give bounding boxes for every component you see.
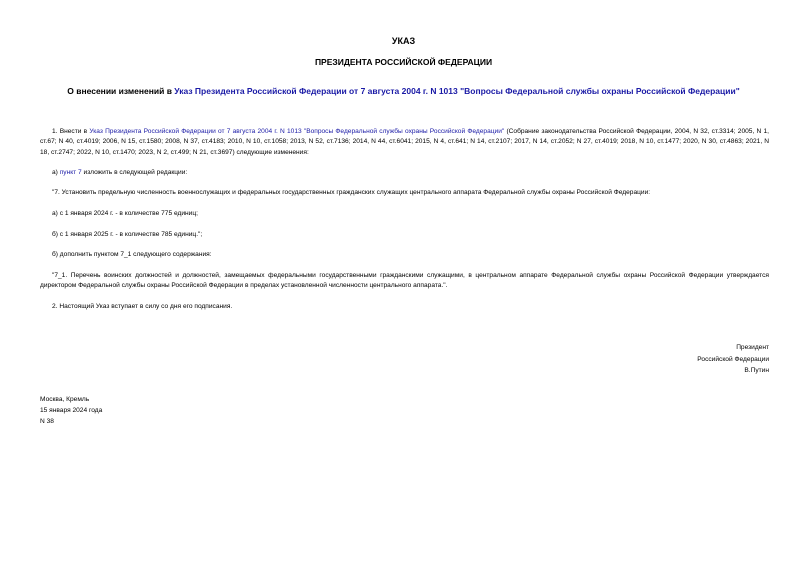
paragraph-7-b: б) с 1 января 2025 г. - в количестве 785 единиц."; — [52, 231, 203, 238]
signature-block — [697, 342, 769, 377]
document-type-title: УКАЗ — [391, 36, 416, 46]
signature-position: Президент — [736, 344, 769, 351]
paragraph-2: 2. Настоящий Указ вступает в силу со дня его подписания. — [52, 303, 233, 310]
paragraph-1 — [40, 127, 769, 158]
paragraph-a — [40, 168, 769, 178]
paragraph-7-a: а) с 1 января 2024 г. - в количестве 775 единиц; — [52, 210, 198, 217]
paragraph-7: "7. Установить предельную численность военнослужащих и федеральных государственных гражданских служащих центрального аппарата Федеральной службы охраны Российской Федерации: — [52, 189, 651, 196]
subtitle-prefix: О внесении изменений в — [67, 86, 175, 96]
paragraph-7-1: "7_1. Перечень воинских должностей и должностей, замещаемых федеральными государственными гражданскими служащими, в центральном аппарате Федеральной службы охраны Российской Федерации утверждается директором Федеральной службы охраны Российской Федерации в пределах установленной численности центрального аппарата.". — [40, 272, 769, 290]
document-issuer: ПРЕЗИДЕНТА РОССИЙСКОЙ ФЕДЕРАЦИИ — [314, 57, 493, 67]
paragraph-1-text: (Собрание законодательства Российской Федерации, 2004, N 32, ст.3314; 2005, N 1, ст.67; N 40, ст.4019; 2006, N 15, ст.1580; 2008, N 37, ст.4183; 2010, N 10, ст.1058; 2013, N 52, ст.7136; 2014, N 44, ст.6041; 2015, N 4, ст.641; N 14, ст.2107; 2017, N 14, ст.2052; N 27, ст.4019; 2018, N 10, ст.1477; 2020, N 30, ст.4863; 2021, N 18, ст.2747; 2022, N 10, ст.1470; 2023, N 2, ст.499; N 21, ст.3697) следующие изменения: — [40, 128, 769, 156]
place-date-block — [40, 394, 102, 427]
point-7-link[interactable]: пункт 7 — [59, 169, 82, 176]
paragraph-1-prefix: 1. Внести в — [52, 128, 90, 135]
place-city: Москва, Кремль — [40, 396, 90, 403]
paragraph-b: б) дополнить пунктом 7_1 следующего содержания: — [52, 251, 212, 258]
signature-name: В.Путин — [744, 367, 769, 374]
decree-number: N 38 — [40, 418, 54, 425]
signature-position-country: Российской Федерации — [697, 355, 769, 363]
paragraph-a-prefix: а) — [52, 169, 60, 176]
signing-date: 15 января 2024 года — [40, 407, 103, 414]
document-subtitle — [0, 86, 807, 96]
subtitle-decree-link[interactable]: Указ Президента Российской Федерации от 7 августа 2004 г. N 1013 "Вопросы Федеральной службы охраны Российской Федерации" — [174, 86, 740, 96]
paragraph-1-decree-link[interactable]: Указ Президента Российской Федерации от 7 августа 2004 г. N 1013 "Вопросы Федеральной службы охраны Российской Федерации" — [89, 128, 505, 135]
paragraph-a-text: изложить в следующей редакции: — [81, 169, 188, 176]
